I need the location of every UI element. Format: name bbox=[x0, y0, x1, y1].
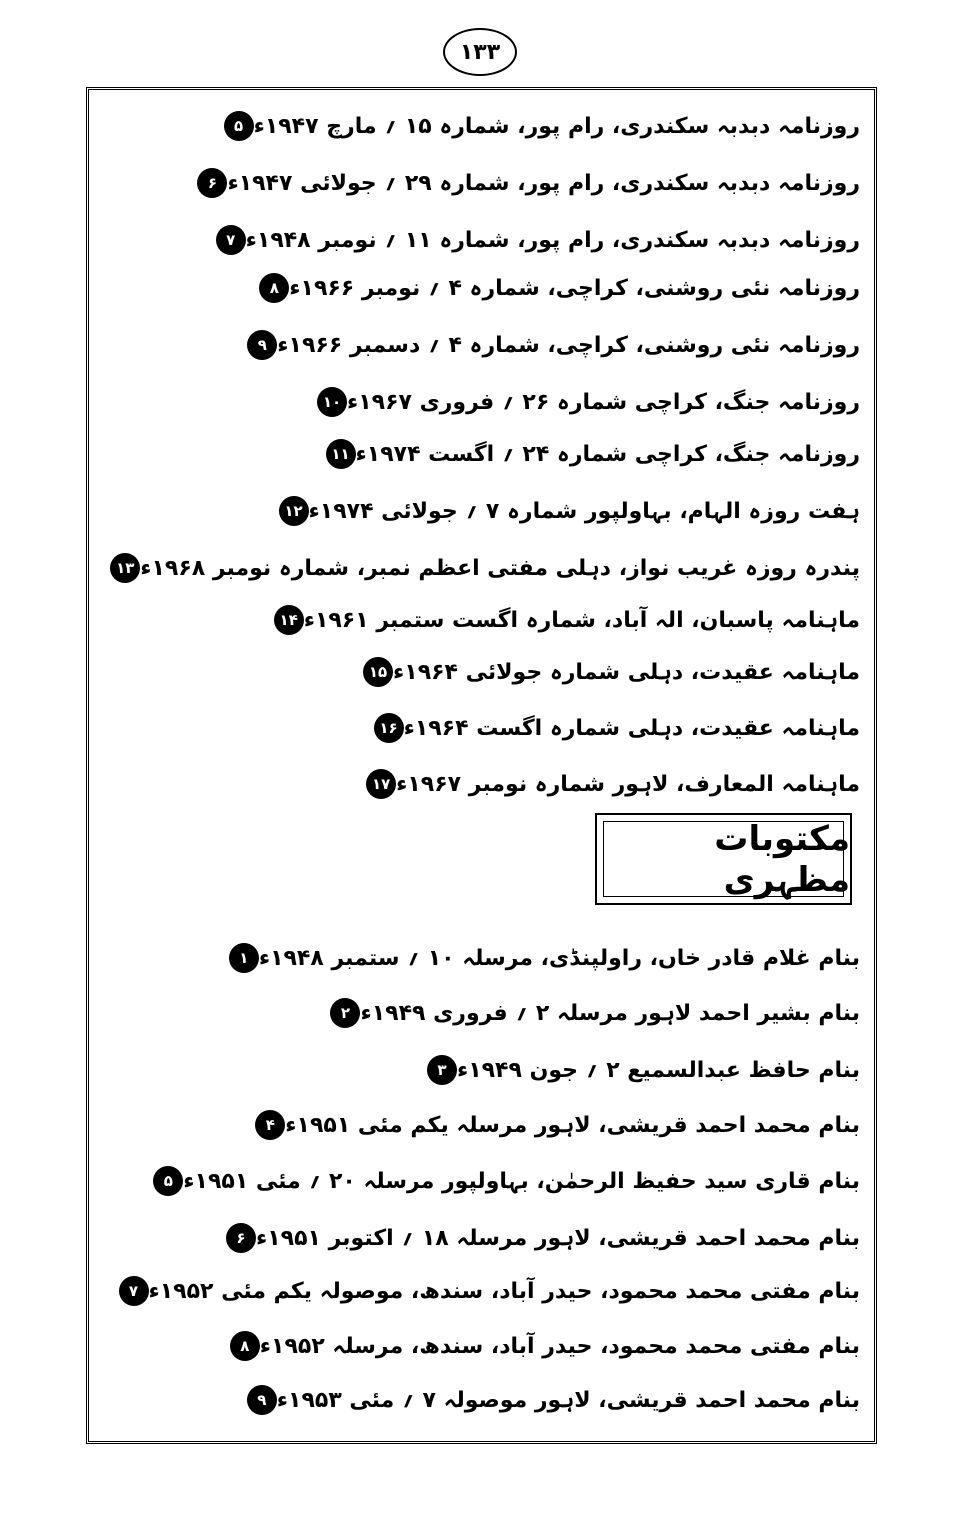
item-number-badge: ۱۳ bbox=[110, 553, 140, 583]
item-number-badge: ۱۴ bbox=[274, 605, 304, 635]
page-number: ۱۳۳ bbox=[443, 28, 517, 76]
list-item bbox=[356, 764, 860, 804]
list-item bbox=[216, 1218, 860, 1258]
item-number-badge: ۵ bbox=[153, 1166, 183, 1196]
item-text: بنام مفتی محمد محمود، حیدر آباد، سندھ، مرسلہ ۱۹۵۲ء bbox=[259, 1333, 860, 1359]
item-text: روزنامہ دبدبہ سکندری، رام پور، شمارہ ۲۹ ؍ جولائی ۱۹۴۷ء bbox=[227, 170, 860, 196]
item-text: ماہنامہ پاسبان، الہ آباد، شمارہ اگست ستمبر ۱۹۶۱ء bbox=[303, 607, 860, 633]
list-item bbox=[214, 106, 860, 146]
item-number-badge: ۱۶ bbox=[374, 713, 404, 743]
item-text: بنام قاری سید حفیظ الرحمٰن، بہاولپور مرسلہ ۲۰ ؍ مئی ۱۹۵۱ء bbox=[183, 1168, 860, 1194]
item-text: بنام محمد احمد قریشی، لاہور موصولہ ۷ ؍ مئی ۱۹۵۳ء bbox=[276, 1387, 860, 1413]
list-item bbox=[417, 1050, 860, 1090]
item-text: روزنامہ دبدبہ سکندری، رام پور، شمارہ ۱۵ ؍ مارچ ۱۹۴۷ء bbox=[253, 113, 860, 139]
item-text: بنام حافظ عبدالسمیع ۲ ؍ جون ۱۹۴۹ء bbox=[456, 1057, 860, 1083]
item-text: بنام محمد احمد قریشی، لاہور مرسلہ ۱۸ ؍ اکتوبر ۱۹۵۱ء bbox=[255, 1225, 860, 1251]
item-text: روزنامہ نئی روشنی، کراچی، شمارہ ۴ ؍ دسمبر ۱۹۶۶ء bbox=[277, 332, 860, 358]
list-item bbox=[245, 1105, 860, 1145]
item-number-badge: ۸ bbox=[230, 1331, 260, 1361]
item-text: ماہنامہ عقیدت، دہلی شمارہ اگست ۱۹۶۴ء bbox=[403, 715, 860, 741]
list-item bbox=[364, 708, 860, 748]
item-number-badge: ۵ bbox=[224, 111, 254, 141]
item-text: ماہنامہ عقیدت، دہلی شمارہ جولائی ۱۹۶۴ء bbox=[393, 659, 860, 685]
item-text: روزنامہ جنگ، کراچی شمارہ ۲۴ ؍ اگست ۱۹۷۴ء bbox=[355, 441, 860, 467]
list-item bbox=[143, 1161, 860, 1201]
item-text: روزنامہ جنگ، کراچی شمارہ ۲۶ ؍ فروری ۱۹۶۷ء bbox=[346, 389, 860, 415]
item-number-badge: ۱۰ bbox=[317, 387, 347, 417]
item-text: روزنامہ نئی روشنی، کراچی، شمارہ ۴ ؍ نومبر ۱۹۶۶ء bbox=[289, 275, 860, 301]
list-item bbox=[109, 1271, 861, 1311]
item-text: بنام غلام قادر خاں، راولپنڈی، مرسلہ ۱۰ ؍ ستمبر ۱۹۴۸ء bbox=[258, 945, 860, 971]
list-item bbox=[307, 382, 860, 422]
item-number-badge: ۶ bbox=[226, 1223, 256, 1253]
item-number-badge: ۹ bbox=[247, 1385, 277, 1415]
list-item bbox=[237, 325, 860, 365]
list-item bbox=[206, 220, 860, 260]
list-item bbox=[353, 652, 860, 692]
section-heading: مکتوبات مظہری bbox=[714, 818, 850, 900]
list-item bbox=[316, 434, 860, 474]
item-text: بنام محمد احمد قریشی، لاہور مرسلہ یکم مئی ۱۹۵۱ء bbox=[285, 1112, 860, 1138]
item-number-badge: ۸ bbox=[259, 273, 289, 303]
item-text: ہفت روزہ الہام، بہاولپور شمارہ ۷ ؍ جولائی ۱۹۷۴ء bbox=[308, 498, 860, 524]
list-item bbox=[249, 268, 860, 308]
section-heading-box bbox=[595, 813, 852, 905]
item-number-badge: ۱ bbox=[229, 943, 259, 973]
item-number-badge: ۲ bbox=[330, 998, 360, 1028]
list-item bbox=[237, 1380, 860, 1420]
item-number-badge: ۱۱ bbox=[326, 439, 356, 469]
item-number-badge: ۱۵ bbox=[363, 657, 393, 687]
list-item bbox=[219, 938, 860, 978]
item-number-badge: ۷ bbox=[216, 225, 246, 255]
item-text: پندرہ روزہ غریب نواز، دہلی مفتی اعظم نمبر، شمارہ نومبر ۱۹۶۸ء bbox=[140, 555, 860, 581]
item-number-badge: ۷ bbox=[119, 1276, 149, 1306]
list-item bbox=[100, 548, 860, 588]
item-text: ماہنامہ المعارف، لاہور شمارہ نومبر ۱۹۶۷ء bbox=[396, 771, 860, 797]
item-number-badge: ۹ bbox=[247, 330, 277, 360]
item-number-badge: ۱۲ bbox=[279, 496, 309, 526]
list-item bbox=[320, 993, 860, 1033]
list-item bbox=[220, 1326, 860, 1366]
item-number-badge: ۶ bbox=[197, 168, 227, 198]
item-text: بنام بشیر احمد لاہور مرسلہ ۲ ؍ فروری ۱۹۴۹ء bbox=[360, 1000, 860, 1026]
list-item bbox=[269, 491, 860, 531]
list-item bbox=[264, 600, 860, 640]
list-item bbox=[187, 163, 860, 203]
item-text: بنام مفتی محمد محمود، حیدر آباد، سندھ، موصولہ یکم مئی ۱۹۵۲ء bbox=[148, 1278, 860, 1304]
item-number-badge: ۱۷ bbox=[366, 769, 396, 799]
item-number-badge: ۴ bbox=[255, 1110, 285, 1140]
item-number-badge: ۳ bbox=[427, 1055, 457, 1085]
item-text: روزنامہ دبدبہ سکندری، رام پور، شمارہ ۱۱ ؍ نومبر ۱۹۴۸ء bbox=[245, 227, 860, 253]
